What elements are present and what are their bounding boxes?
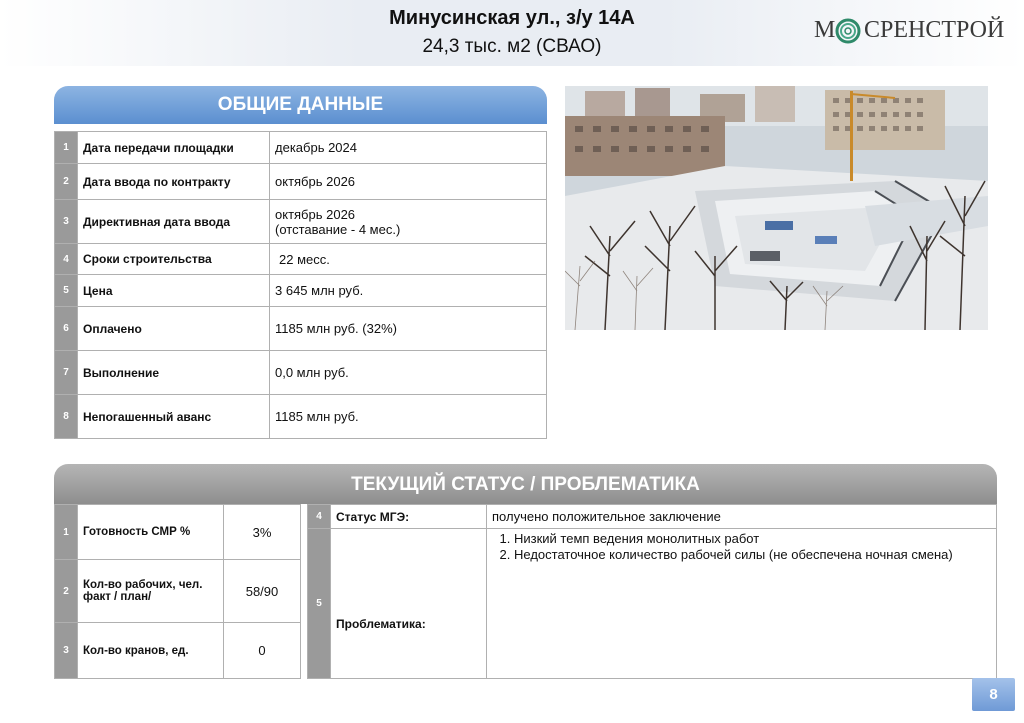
row-label: Готовность СМР %	[78, 505, 224, 560]
row-number: 4	[308, 505, 331, 529]
logo-letter: М	[814, 17, 836, 43]
row-label: Дата передачи площадки	[78, 132, 270, 164]
row-number: 1	[55, 505, 78, 560]
list-item: 2. Недостаточное количество рабочей силы (не обеспечена ночная смена)	[514, 547, 996, 563]
table-row	[55, 560, 301, 623]
row-number: 5	[308, 529, 331, 679]
row-label: Цена	[78, 275, 270, 307]
logo-ring-icon	[834, 17, 862, 45]
row-number: 1	[55, 132, 78, 164]
row-value: получено положительное заключение	[487, 505, 997, 529]
table-row	[308, 529, 997, 679]
row-value: 0,0 млн руб.	[270, 351, 547, 395]
problems-list	[492, 531, 996, 563]
row-number: 2	[55, 164, 78, 200]
general-data-heading: ОБЩИЕ ДАННЫЕ	[54, 86, 547, 124]
row-label: Выполнение	[78, 351, 270, 395]
row-value: 22 месс.	[270, 244, 547, 275]
construction-site-photo	[565, 86, 988, 330]
table-row	[55, 351, 547, 395]
status-heading: ТЕКУЩИЙ СТАТУС / ПРОБЛЕМАТИКА	[54, 464, 997, 504]
row-label: Кол-во рабочих, чел. факт / план/	[78, 560, 224, 623]
row-number: 7	[55, 351, 78, 395]
row-value: декабрь 2024	[270, 132, 547, 164]
row-value-line2: (отставание - 4 мес.)	[275, 221, 401, 237]
row-number: 3	[55, 200, 78, 244]
row-label: Непогашенный аванс	[78, 395, 270, 439]
row-label: Оплачено	[78, 307, 270, 351]
row-label: Кол-во кранов, ед.	[78, 623, 224, 679]
row-number: 3	[55, 623, 78, 679]
table-row	[55, 623, 301, 679]
row-number: 2	[55, 560, 78, 623]
row-value: 1185 млн руб.	[270, 395, 547, 439]
row-label: Дата ввода по контракту	[78, 164, 270, 200]
slide-header	[0, 0, 1024, 66]
row-value: 3 645 млн руб.	[270, 275, 547, 307]
row-number: 4	[55, 244, 78, 275]
table-row	[55, 132, 547, 164]
table-row	[55, 505, 301, 560]
logo-wordmark: СРЕНСТРОЙ	[864, 17, 1005, 43]
slide-title: Минусинская ул., з/у 14А	[389, 7, 635, 29]
row-value-line1: октябрь 2026	[275, 206, 356, 222]
table-row	[55, 200, 547, 244]
status-details-table	[307, 504, 997, 679]
row-label: Сроки строительства	[78, 244, 270, 275]
row-value: 3%	[224, 505, 301, 560]
general-data-table	[54, 131, 547, 439]
row-value	[270, 200, 547, 244]
list-item: 1. Низкий темп ведения монолитных работ	[514, 531, 996, 547]
row-value: 1185 млн руб. (32%)	[270, 307, 547, 351]
company-logo	[814, 15, 1014, 51]
site-photo-image	[565, 86, 988, 330]
table-row	[55, 395, 547, 439]
page-number: 8	[972, 678, 1015, 711]
status-metrics-table	[54, 504, 301, 679]
row-number: 8	[55, 395, 78, 439]
problems-list-cell	[487, 529, 997, 679]
table-row	[55, 275, 547, 307]
row-label: Директивная дата ввода	[78, 200, 270, 244]
table-row	[55, 164, 547, 200]
row-label: Проблематика:	[331, 529, 487, 679]
row-value: 58/90	[224, 560, 301, 623]
row-value: октябрь 2026	[270, 164, 547, 200]
row-value: 0	[224, 623, 301, 679]
row-number: 6	[55, 307, 78, 351]
table-row	[55, 307, 547, 351]
slide-subtitle: 24,3 тыс. м2 (СВАО)	[422, 36, 602, 57]
table-row	[55, 244, 547, 275]
row-number: 5	[55, 275, 78, 307]
row-label: Статус МГЭ:	[331, 505, 487, 529]
table-row	[308, 505, 997, 529]
